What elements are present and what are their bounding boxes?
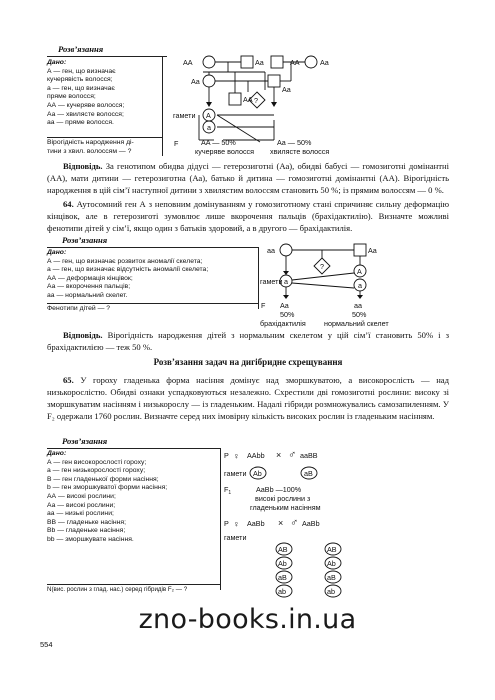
- child2-percent: 50%: [352, 310, 367, 319]
- f-label-2: F: [261, 301, 266, 310]
- f2-phenotype: хвилясте волосся: [270, 147, 330, 156]
- given-block-1: [47, 59, 161, 128]
- question-3: N(вис. рослин з глад. нас.) серед гібридів F₂ — ?: [47, 586, 188, 593]
- question-2: Фенотипи дітей — ?: [47, 305, 111, 312]
- f1-genotype: AA — 50%: [201, 138, 236, 147]
- gamete-Ab: Ab: [253, 469, 262, 478]
- task-64: [47, 198, 449, 234]
- answer-text-2: Вірогідність народження дітей з нормальним скелетом у цій сім’ї становить 50% і з брахідактилією — теж 50 %.: [47, 330, 449, 352]
- given-line: В — ген гладенької форми насіння;: [47, 475, 159, 483]
- gamete-f1-left: aB: [278, 573, 287, 582]
- p1-male-genotype: aaBB: [300, 451, 318, 460]
- gamete-a-mother: a: [284, 277, 288, 286]
- given-label-1: Дано:: [47, 59, 67, 66]
- p-label-2: P: [224, 519, 229, 528]
- p-label-1: P: [224, 451, 229, 460]
- p1-female-genotype: AAbb: [247, 451, 265, 460]
- watermark: zno-books.in.ua: [138, 604, 357, 635]
- gp-left-mother: Aa: [255, 58, 264, 67]
- answer-2: [47, 329, 449, 353]
- gametes-label-2: гамети: [260, 277, 283, 286]
- task-65: [47, 374, 449, 422]
- child1-phenotype: брахідактилія: [260, 319, 306, 328]
- gamete-f1-right: ab: [327, 587, 335, 596]
- gamete-A: A: [206, 111, 211, 120]
- given-line: А — ген, що визначає: [47, 67, 116, 75]
- parent-right: Aa: [282, 85, 291, 94]
- f1-label: $F_1$: [224, 485, 232, 496]
- f1-phenotype-1: високі рослини з: [255, 494, 311, 503]
- given-label-3: Дано:: [47, 450, 67, 457]
- child2-genotype: aa: [354, 301, 362, 310]
- given-line: аа — пряме волосся.: [47, 119, 114, 127]
- gamete-f1-right: AB: [327, 545, 337, 554]
- given-line: А — ген високорослості гороху;: [47, 458, 147, 466]
- f-label-1: F: [174, 139, 179, 148]
- answer-label-1: Відповідь.: [63, 161, 103, 171]
- gamete-f1-left: Ab: [278, 559, 287, 568]
- given-line: аа — низькі рослини;: [47, 510, 114, 518]
- male-icon: ♂: [290, 517, 299, 529]
- cross-scheme-3: [222, 446, 352, 596]
- gamete-f1-right: Ab: [327, 559, 336, 568]
- gamete-aB: aB: [304, 469, 313, 478]
- solution-label-2: Розв’язання: [62, 235, 108, 245]
- given-line: а — ген низькорослості гороху;: [47, 467, 146, 475]
- f1-result: AaBb —100%: [256, 485, 302, 494]
- given-line: Аа — вкорочення пальців;: [47, 283, 131, 291]
- f1-phenotype: кучеряве волосся: [195, 147, 255, 156]
- given-line: Аа — високі рослини;: [47, 501, 116, 509]
- gp-right-mother: AA: [290, 58, 300, 67]
- female-icon: ♀: [233, 519, 240, 529]
- question-1: Вірогідність народження ді- тини з хвил. волоссям — ?: [47, 139, 134, 155]
- section-heading: Розв’язання задач на дигібридне схрещування: [153, 357, 343, 367]
- task-number-65: 65.: [63, 375, 74, 385]
- parent-left: Aa: [191, 77, 200, 86]
- given-line: b — ген зморшкуватої форми насіння;: [47, 484, 168, 492]
- given-block-3: [47, 450, 219, 545]
- page-number: 554: [40, 640, 53, 649]
- given-line: аа — нормальний скелет.: [47, 291, 128, 299]
- gamete-f1-right: aB: [327, 573, 336, 582]
- cross-icon: ×: [276, 450, 282, 460]
- given-line: А — ген, що визначає розвиток аномалії скелета;: [47, 257, 203, 265]
- male-icon: ♂: [288, 449, 297, 461]
- given-line: кучерявість волосся;: [47, 76, 113, 84]
- given-line: Аа — хвилясте волосся;: [47, 110, 124, 118]
- answer-label-2: Відповідь.: [63, 330, 103, 340]
- task-text-64: Аутосомний ген А з неповним домінуванням у гомозиготному стані спричиняє сильну деформацію кінцівок, але в гетерозиготі зумовлює лише вкорочення пальців (брахідактилію). Визначте можливі фенотипи дітей у сім’ї, якщо один з батьків здоровий, а в другого — брахідактилія.: [47, 199, 449, 233]
- child2-phenotype: нормальний скелет: [324, 319, 389, 328]
- father-genotype: Aa: [368, 246, 377, 255]
- gp-left-father: AA: [183, 58, 193, 67]
- p2-male-genotype: AaBb: [302, 519, 320, 528]
- given-line: ВВ — гладеньке насіння;: [47, 518, 126, 526]
- given-label-2: Дано:: [47, 249, 67, 256]
- p2-female-genotype: AaBb: [247, 519, 265, 528]
- mother-genotype: aa: [267, 246, 275, 255]
- f1-phenotype-2: гладеньким насінням: [250, 503, 321, 512]
- given-line: а — ген, що визначає відсутність аномалії скелета;: [47, 266, 209, 274]
- given-line: Вb — гладеньке насіння;: [47, 527, 126, 535]
- gp-right-father: Aa: [320, 58, 329, 67]
- child1-genotype: Aa: [280, 301, 289, 310]
- f2-genotype: Aa — 50%: [277, 138, 312, 147]
- solution-label-3: Розв’язання: [62, 436, 108, 446]
- given-line: АА — високі рослини;: [47, 492, 116, 500]
- gametes-label-1: гамети: [173, 111, 196, 120]
- female-icon: ♀: [233, 451, 240, 461]
- solution-label-1: Розв’язання: [58, 44, 104, 54]
- given-line: АА — кучеряве волосся;: [47, 101, 125, 109]
- given-line: АА — деформація кінцівок;: [47, 274, 133, 282]
- child1-percent: 50%: [280, 310, 295, 319]
- gametes-label-4: гамети: [224, 533, 247, 542]
- answer-text-1: За генотипом обидва дідусі — гетерозиготні (Аа), обидві бабусі — гомозиготні домінантні (АА), мати дитини — гетерозиготна (Аа), батько й дитина — гомозиготні домінантні (АА). Вірогідність народження в цій сім’ї наступної дитини з хвилястим волоссям становить 50 %; із прямим волоссям — 0 %.: [47, 161, 449, 195]
- answer-1: [47, 160, 449, 196]
- gamete-f1-left: AB: [278, 545, 288, 554]
- gamete-A-father: A: [357, 267, 362, 276]
- given-line: bb — зморшкувате насіння.: [47, 535, 134, 543]
- gamete-a-father: a: [358, 281, 362, 290]
- task-number-64: 64.: [63, 199, 74, 209]
- cross-icon: ×: [278, 518, 284, 528]
- gamete-f1-left: ab: [278, 587, 286, 596]
- gamete-a: a: [207, 123, 211, 132]
- given-line: пряме волосся;: [47, 93, 96, 101]
- gametes-label-3: гамети: [224, 469, 247, 478]
- given-line: а — ген, що визначає: [47, 84, 115, 92]
- given-block-2: [47, 249, 257, 301]
- sibling-genotype: AA: [243, 95, 253, 104]
- task-text-65: У гороху гладенька форма насіння домінує над зморшкуватою, а високорослість — над низькорослістю. Обидві ознаки успадковуються незалежно. Схрестили дві гомозиготні рослини: високу зі зморшкуватим насінням і низькорослу — із гладеньким. Надалі гібриди розмножувались самозапиленням. У F₂ одержали 1760 рослин. Визначте серед них імовірну кількість високих рослин із гладеньким насінням.: [47, 375, 449, 421]
- unknown-child: ?: [254, 96, 258, 105]
- unknown-child-2: ?: [320, 262, 324, 271]
- pedigree-diagram-2: [258, 238, 418, 338]
